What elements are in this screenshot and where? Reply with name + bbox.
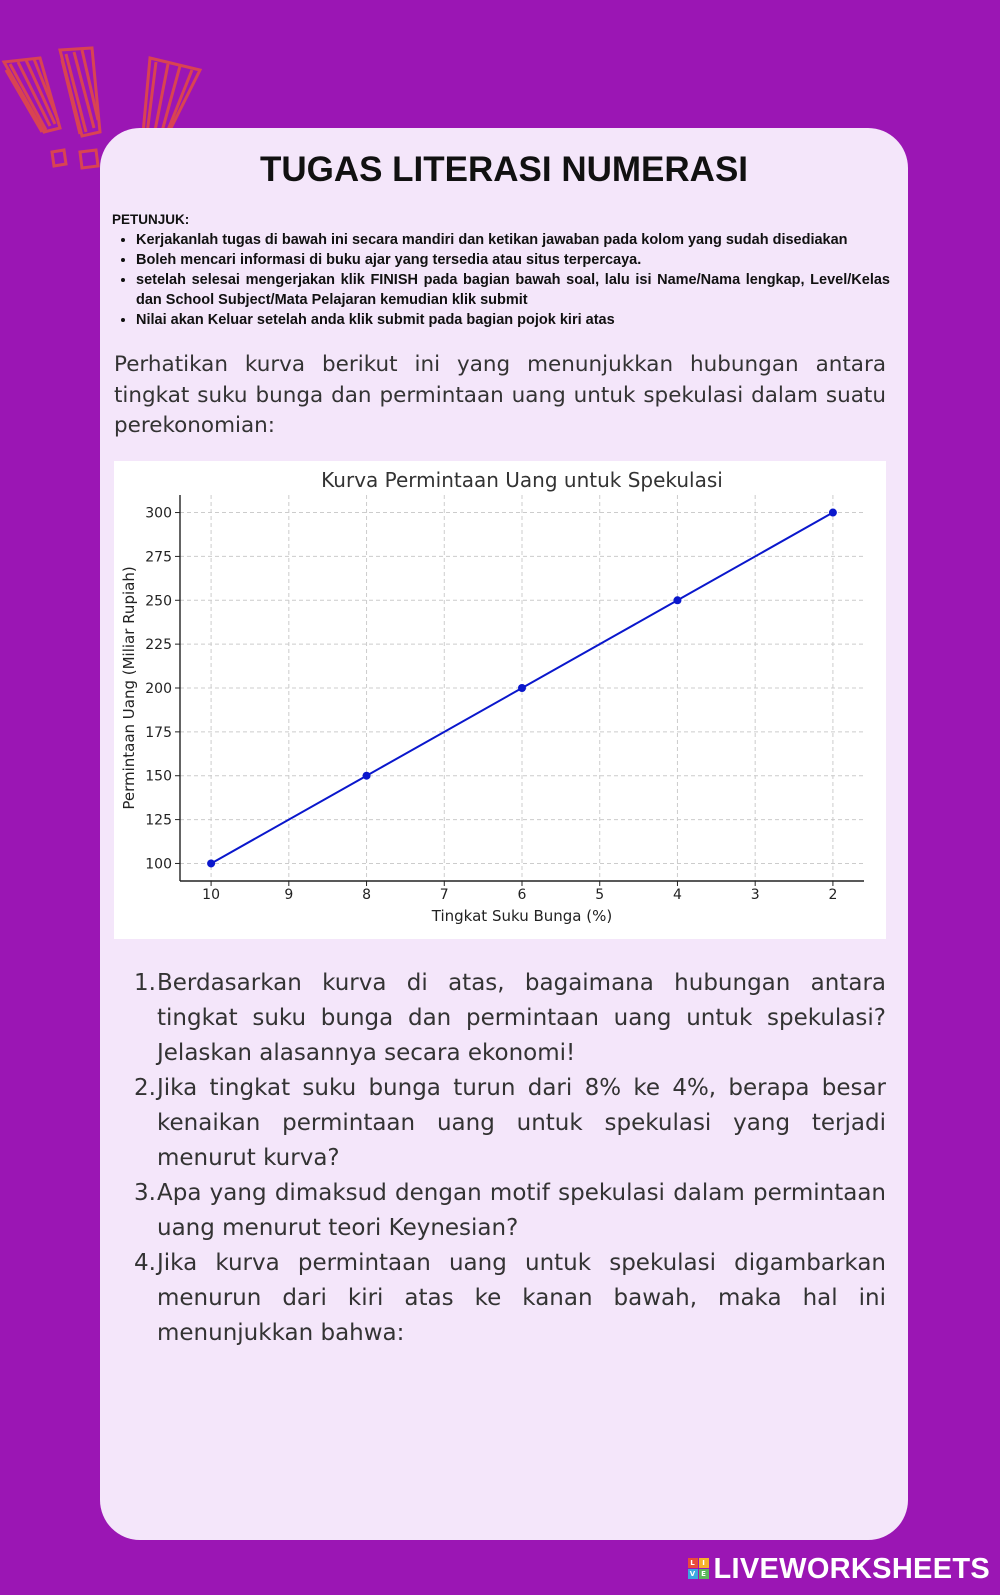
instruction-item: • setelah selesai mengerjakan klik FINISH pada bagian bawah soal, lalu isi Name/Nama lengkap, Level/Kelas dan School Subject/Mata Pelajaran kemudian klik submit [136,270,890,310]
data-point [363,772,371,780]
x-tick-label: 9 [284,887,294,903]
question-text: Berdasarkan kurva di atas, bagaimana hubungan antara tingkat suku bunga dan permintaan uang untuk spekulasi? Jelaskan alasannya secara ekonomi! [157,970,886,1066]
x-tick-label: 3 [750,887,760,903]
question-number: 2. [134,1075,156,1101]
data-point [673,596,681,604]
question-text: Jika kurva permintaan uang untuk spekulasi digambarkan menurun dari kiri atas ke kanan bawah, maka hal ini menunjukkan bahwa: [157,1250,886,1346]
x-axis-label: Tingkat Suku Bunga (%) [431,907,613,925]
logo-letter: V [688,1569,698,1579]
data-point [207,859,215,867]
question-list [114,966,886,1351]
y-tick-label: 125 [145,812,172,829]
question-item [114,1176,886,1246]
question-number: 1. [134,970,156,996]
x-tick-label: 7 [439,887,449,903]
question-text: Jika tingkat suku bunga turun dari 8% ke 4%, berapa besar kenaikan permintaan uang untuk spekulasi yang terjadi menurut kurva? [157,1075,886,1171]
intro-paragraph: Perhatikan kurva berikut ini yang menunjukkan hubungan antara tingkat suku bunga dan permintaan uang untuk spekulasi dalam suatu perekonomian: [114,352,886,438]
chart-title: Kurva Permintaan Uang untuk Spekulasi [321,468,723,492]
logo-letter: L [688,1558,698,1568]
question-item [114,1071,886,1176]
data-point [829,509,837,517]
instruction-item: • Boleh mencari informasi di buku ajar yang tersedia atau situs terpercaya. [136,250,890,270]
question-item [114,1246,886,1351]
x-tick-label: 6 [517,887,527,903]
y-tick-label: 200 [145,681,172,697]
logo-letter: I [699,1558,709,1568]
question-number: 3. [134,1180,156,1206]
y-tick-label: 250 [145,593,172,610]
instructions-list [112,230,890,330]
question-number: 4. [134,1250,156,1276]
y-tick-label: 100 [145,856,172,873]
y-tick-label: 175 [145,724,172,741]
money-demand-chart [114,461,886,939]
y-tick-label: 300 [145,505,172,522]
question-text: Apa yang dimaksud dengan motif spekulasi dalam permintaan uang menurut teori Keynesian? [157,1180,886,1241]
liveworksheets-brand[interactable] [688,1553,991,1585]
question-item [114,966,886,1071]
liveworksheets-logo-icon [688,1558,710,1580]
x-tick-label: 10 [202,887,221,903]
logo-letter: E [699,1569,709,1579]
y-tick-label: 275 [145,549,172,566]
x-tick-label: 2 [828,887,838,903]
instructions-block [112,212,890,330]
y-axis-label: Permintaan Uang (Miliar Rupiah) [120,566,138,810]
chart-panel [114,461,886,939]
brand-name: LIVEWORKSHEETS [713,1552,990,1585]
y-tick-label: 150 [145,768,172,785]
instruction-item: • Kerjakanlah tugas di bawah ini secara mandiri dan ketikan jawaban pada kolom yang sudah disediakan [136,230,890,250]
worksheet-card [100,128,908,1540]
x-tick-label: 4 [672,887,682,903]
data-point [518,684,526,692]
instruction-item: • Nilai akan Keluar setelah anda klik submit pada bagian pojok kiri atas [136,310,890,330]
instructions-heading: PETUNJUK: [112,212,190,227]
x-tick-label: 8 [362,887,372,903]
x-tick-label: 5 [595,887,605,903]
y-tick-label: 225 [145,637,172,654]
worksheet-title: TUGAS LITERASI NUMERASI [259,150,749,189]
